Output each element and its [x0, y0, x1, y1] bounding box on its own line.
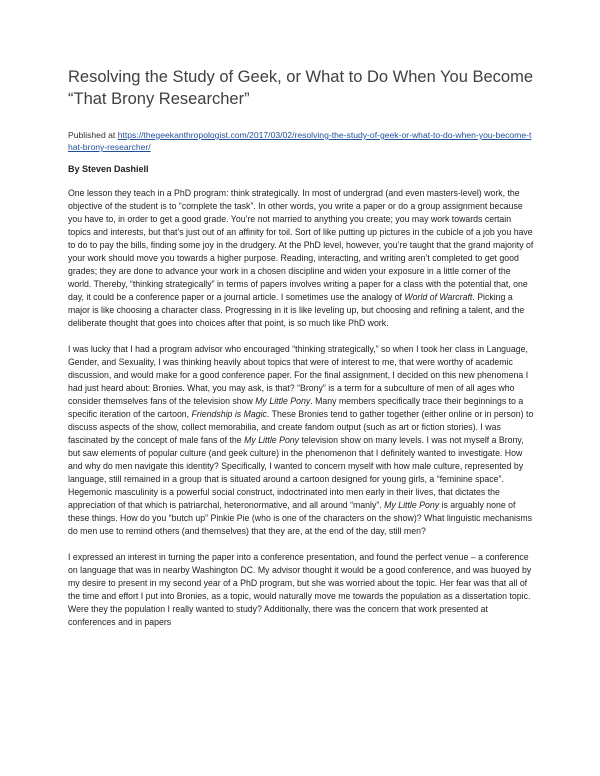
paragraph-text: I was lucky that I had a program advisor who encouraged “thinking strategically,” so when I took her class in Language, Gender, and Sexuality, I was thinking heavily about topics that were of interest to me, that were worthy of academic discussion, and would make for a good conference paper. For the final assignment, I decided on this new phenomena I had just heard about: Bronies. What, you may ask, is that? “Brony” is a term for a subculture of men of all ages who consider themselves fans of the television show — [68, 344, 529, 406]
italic-title-text: My Little Pony — [255, 396, 311, 406]
paragraph-text: . These Bronies tend to gather together (either online or in person) to discuss aspects of the show, collect memorabilia, and create fandom output (such as art or fiction stories). I was fascinated by the concept of male fans of the — [68, 409, 534, 445]
article-body — [68, 187, 534, 629]
italic-title-text: World of Warcraft — [404, 292, 473, 302]
body-paragraph-2 — [68, 343, 534, 538]
paragraph-text: is arguably none of these things. How do you “butch up” Pinkie Pie (who is one of the characters on the show)? What linguistic mechanisms do men use to remind others (and themselves) that they are, at the end of the day, still men? — [68, 500, 532, 536]
published-line — [68, 129, 534, 153]
paragraph-text: One lesson they teach in a PhD program: think strategically. In most of undergrad (and even masters-level) work, the objective of the student is to “complete the task”. In other words, you write a paper or do a group assignment because you have to, in order to get a good grade. You’re not married to anything you create; you may work towards certain topics and interests, but that’s just out of an affinity for toil. Sort of like putting up pictures in the cubicle of a job you have to do to pay the bills, finding some joy in the drudgery. At the PhD level, however, you’re taught that the grand majority of your work should move you towards a higher purpose. Reading, interacting, and writing aren’t completed to get good grades; they are done to advance your work in a chosen discipline and widen your exposure in a little corner of the world. Thereby, “thinking strategically” in terms of papers involves writing a paper for a class with the potential that, one day, it could be a conference paper or a journal article. I sometimes use the analogy of — [68, 188, 534, 302]
paragraph-text: I expressed an interest in turning the paper into a conference presentation, and found the perfect venue – a conference on language that was in nearby Washington DC. My advisor thought it would be a good conference, and was buoyed by my desire to present in my second year of a PhD program, but she was worried about the topic. Her fear was that all of the time and effort I put into Bronies, as a topic, would naturally move me towards the population as a dissertation topic. Were they the population I really wanted to study? Additionally, there was the concern that work presented at conferences and in papers — [68, 552, 532, 627]
source-link[interactable]: https://thegeekanthropologist.com/2017/03/02/resolving-the-study-of-geek-or-what-to-do-when-you-become-that-brony-researcher/ — [68, 130, 532, 152]
italic-title-text: My Little Pony — [244, 435, 300, 445]
paragraph-text: . Picking a major is like choosing a character class. Progressing in it is like leveling up, but choosing and refining a talent, and the deliberate thought that goes into choices after that point, is so much like PhD work. — [68, 292, 525, 328]
body-paragraph-1 — [68, 187, 534, 330]
italic-title-text: My Little Pony — [384, 500, 440, 510]
paragraph-text: . Many members specifically trace their beginnings to a specific iteration of the cartoon, — [68, 396, 524, 419]
paragraph-text: television show on many levels. I was not myself a Brony, but saw elements of popular culture (and geek culture) in the phenomenon that I definitely wanted to investigate. How and why do men navigate this identity? Specifically, I wanted to concern myself with how male culture, represented by language, still remained in a group that is situated around a cartoon designed for young girls, a “feminine space”. Hegemonic masculinity is a powerful social construct, indoctrinated into men early in their lives, that dictates the appreciation of that which is patriarchal, heteronormative, and all around “manly”. — [68, 435, 524, 510]
author-byline: By Steven Dashiell — [68, 164, 149, 174]
body-paragraph-3 — [68, 551, 534, 629]
document-page — [68, 66, 534, 642]
document-title: Resolving the Study of Geek, or What to Do When You Become “That Brony Researcher” — [68, 68, 534, 108]
italic-title-text: Friendship is Magic — [191, 409, 267, 419]
published-prefix: Published at — [68, 130, 118, 140]
